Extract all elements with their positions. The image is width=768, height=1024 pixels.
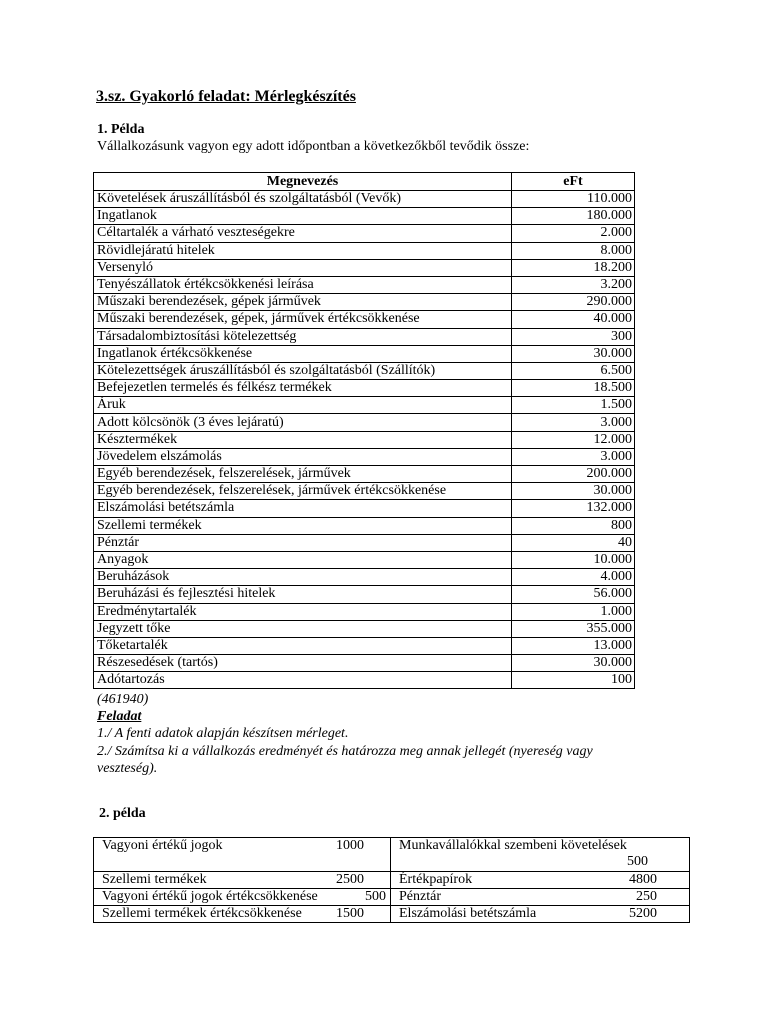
item-value: 30.000 bbox=[512, 345, 635, 362]
item-name: Kötelezettségek áruszállításból és szolgáltatásból (Szállítók) bbox=[94, 362, 512, 379]
table-row bbox=[94, 466, 635, 483]
left-cell bbox=[94, 906, 391, 923]
table-row bbox=[94, 328, 635, 345]
table-row bbox=[94, 500, 635, 517]
left-cell bbox=[94, 872, 391, 889]
item-name: Műszaki berendezések, gépek járművek bbox=[94, 294, 512, 311]
item-value: 1.500 bbox=[512, 397, 635, 414]
right-item-name: Értékpapírok bbox=[399, 872, 473, 887]
table-row bbox=[94, 294, 635, 311]
item-value: 30.000 bbox=[512, 655, 635, 672]
item-name: Késztermékek bbox=[94, 431, 512, 448]
item-value: 800 bbox=[512, 517, 635, 534]
left-item-value: 1000 bbox=[336, 838, 364, 853]
left-item-name: Szellemi termékek értékcsökkenése bbox=[102, 906, 302, 921]
item-value: 3.200 bbox=[512, 276, 635, 293]
left-cell bbox=[94, 838, 391, 872]
item-name: Jövedelem elszámolás bbox=[94, 448, 512, 465]
item-name: Pénztár bbox=[94, 534, 512, 551]
item-value: 3.000 bbox=[512, 414, 635, 431]
item-name: Adótartozás bbox=[94, 672, 512, 689]
item-name: Jegyzett tőke bbox=[94, 620, 512, 637]
table-row bbox=[94, 655, 635, 672]
table-row bbox=[94, 397, 635, 414]
right-item-name: Elszámolási betétszámla bbox=[399, 906, 537, 921]
item-value: 100 bbox=[512, 672, 635, 689]
header-value: eFt bbox=[512, 173, 635, 191]
item-value: 56.000 bbox=[512, 586, 635, 603]
table-row bbox=[94, 586, 635, 603]
table-row bbox=[94, 889, 690, 906]
table-row bbox=[94, 517, 635, 534]
item-value: 300 bbox=[512, 328, 635, 345]
table-row bbox=[94, 448, 635, 465]
table-header-row bbox=[94, 173, 635, 191]
left-item-value: 500 bbox=[365, 889, 386, 904]
item-value: 4.000 bbox=[512, 569, 635, 586]
example-2-heading: 2. példa bbox=[99, 806, 146, 821]
table-row bbox=[94, 242, 635, 259]
item-value: 3.000 bbox=[512, 448, 635, 465]
item-value: 290.000 bbox=[512, 294, 635, 311]
assets-table bbox=[93, 172, 635, 689]
table-row bbox=[94, 276, 635, 293]
item-name: Részesedések (tartós) bbox=[94, 655, 512, 672]
item-name: Egyéb berendezések, felszerelések, járművek bbox=[94, 466, 512, 483]
item-value: 1.000 bbox=[512, 603, 635, 620]
table-row bbox=[94, 362, 635, 379]
assets-table-body bbox=[94, 191, 635, 689]
right-item-value: 500 bbox=[627, 854, 648, 869]
item-value: 180.000 bbox=[512, 208, 635, 225]
left-item-name: Szellemi termékek bbox=[102, 872, 207, 887]
table-row bbox=[94, 208, 635, 225]
table-row bbox=[94, 603, 635, 620]
item-name: Beruházások bbox=[94, 569, 512, 586]
left-item-value: 1500 bbox=[336, 906, 364, 921]
table-row bbox=[94, 637, 635, 654]
item-value: 13.000 bbox=[512, 637, 635, 654]
item-name: Adott kölcsönök (3 éves lejáratú) bbox=[94, 414, 512, 431]
table-row bbox=[94, 551, 635, 568]
right-cell bbox=[391, 838, 690, 872]
right-cell bbox=[391, 889, 690, 906]
item-name: Társadalombiztosítási kötelezettség bbox=[94, 328, 512, 345]
item-value: 40.000 bbox=[512, 311, 635, 328]
item-value: 132.000 bbox=[512, 500, 635, 517]
item-name: Ingatlanok értékcsökkenése bbox=[94, 345, 512, 362]
left-item-name: Vagyoni értékű jogok bbox=[102, 838, 223, 853]
item-value: 40 bbox=[512, 534, 635, 551]
header-name: Megnevezés bbox=[94, 173, 512, 191]
item-name: Követelések áruszállításból és szolgáltatásból (Vevők) bbox=[94, 191, 512, 208]
table-row bbox=[94, 259, 635, 276]
item-name: Rövidlejáratú hitelek bbox=[94, 242, 512, 259]
right-cell bbox=[391, 872, 690, 889]
example-2-table bbox=[93, 837, 690, 923]
item-name: Beruházási és fejlesztési hitelek bbox=[94, 586, 512, 603]
right-item-value: 250 bbox=[636, 889, 657, 904]
table-row bbox=[94, 345, 635, 362]
item-name: Szellemi termékek bbox=[94, 517, 512, 534]
table-row bbox=[94, 311, 635, 328]
item-name: Anyagok bbox=[94, 551, 512, 568]
item-name: Tenyészállatok értékcsökkenési leírása bbox=[94, 276, 512, 293]
item-value: 18.500 bbox=[512, 380, 635, 397]
right-cell bbox=[391, 906, 690, 923]
item-name: Ingatlanok bbox=[94, 208, 512, 225]
item-value: 8.000 bbox=[512, 242, 635, 259]
item-name: Versenyló bbox=[94, 259, 512, 276]
table-row bbox=[94, 620, 635, 637]
item-name: Egyéb berendezések, felszerelések, járművek értékcsökkenése bbox=[94, 483, 512, 500]
table-row bbox=[94, 906, 690, 923]
item-name: Áruk bbox=[94, 397, 512, 414]
item-value: 30.000 bbox=[512, 483, 635, 500]
left-cell bbox=[94, 889, 391, 906]
example-1-heading: 1. Példa bbox=[97, 122, 145, 137]
table-row bbox=[94, 534, 635, 551]
table-row bbox=[94, 872, 690, 889]
item-name: Céltartalék a várható veszteségekre bbox=[94, 225, 512, 242]
item-name: Befejezetlen termelés és félkész termékek bbox=[94, 380, 512, 397]
left-item-name: Vagyoni értékű jogok értékcsökkenése bbox=[102, 889, 318, 904]
item-value: 12.000 bbox=[512, 431, 635, 448]
table-row bbox=[94, 225, 635, 242]
right-item-value: 5200 bbox=[629, 906, 657, 921]
item-name: Tőketartalék bbox=[94, 637, 512, 654]
table-row bbox=[94, 191, 635, 208]
table-row bbox=[94, 414, 635, 431]
item-value: 200.000 bbox=[512, 466, 635, 483]
table-row bbox=[94, 483, 635, 500]
table-row bbox=[94, 569, 635, 586]
item-value: 10.000 bbox=[512, 551, 635, 568]
table-row bbox=[94, 672, 635, 689]
item-name: Eredménytartalék bbox=[94, 603, 512, 620]
right-item-name: Munkavállalókkal szembeni követelések bbox=[399, 838, 627, 853]
task-1: 1./ A fenti adatok alapján készítsen mérleget. bbox=[97, 726, 349, 741]
total-value: (461940) bbox=[97, 692, 149, 707]
item-name: Műszaki berendezések, gépek, járművek értékcsökkenése bbox=[94, 311, 512, 328]
task-2: 2./ Számítsa ki a vállalkozás eredményét és határozza meg annak jellegét (nyereség vagy veszteség). bbox=[97, 744, 593, 776]
item-value: 355.000 bbox=[512, 620, 635, 637]
task-label: Feladat bbox=[97, 709, 142, 724]
item-name: Elszámolási betétszámla bbox=[94, 500, 512, 517]
right-item-name: Pénztár bbox=[399, 889, 441, 904]
item-value: 18.200 bbox=[512, 259, 635, 276]
table-row bbox=[94, 838, 690, 872]
item-value: 2.000 bbox=[512, 225, 635, 242]
right-item-value: 4800 bbox=[629, 872, 657, 887]
table-row bbox=[94, 380, 635, 397]
left-item-value: 2500 bbox=[336, 872, 364, 887]
example-1-intro: Vállalkozásunk vagyon egy adott időpontban a következőkből tevődik össze: bbox=[97, 139, 530, 154]
item-value: 110.000 bbox=[512, 191, 635, 208]
item-value: 6.500 bbox=[512, 362, 635, 379]
page-title: 3.sz. Gyakorló feladat: Mérlegkészítés bbox=[96, 88, 356, 105]
table-row bbox=[94, 431, 635, 448]
